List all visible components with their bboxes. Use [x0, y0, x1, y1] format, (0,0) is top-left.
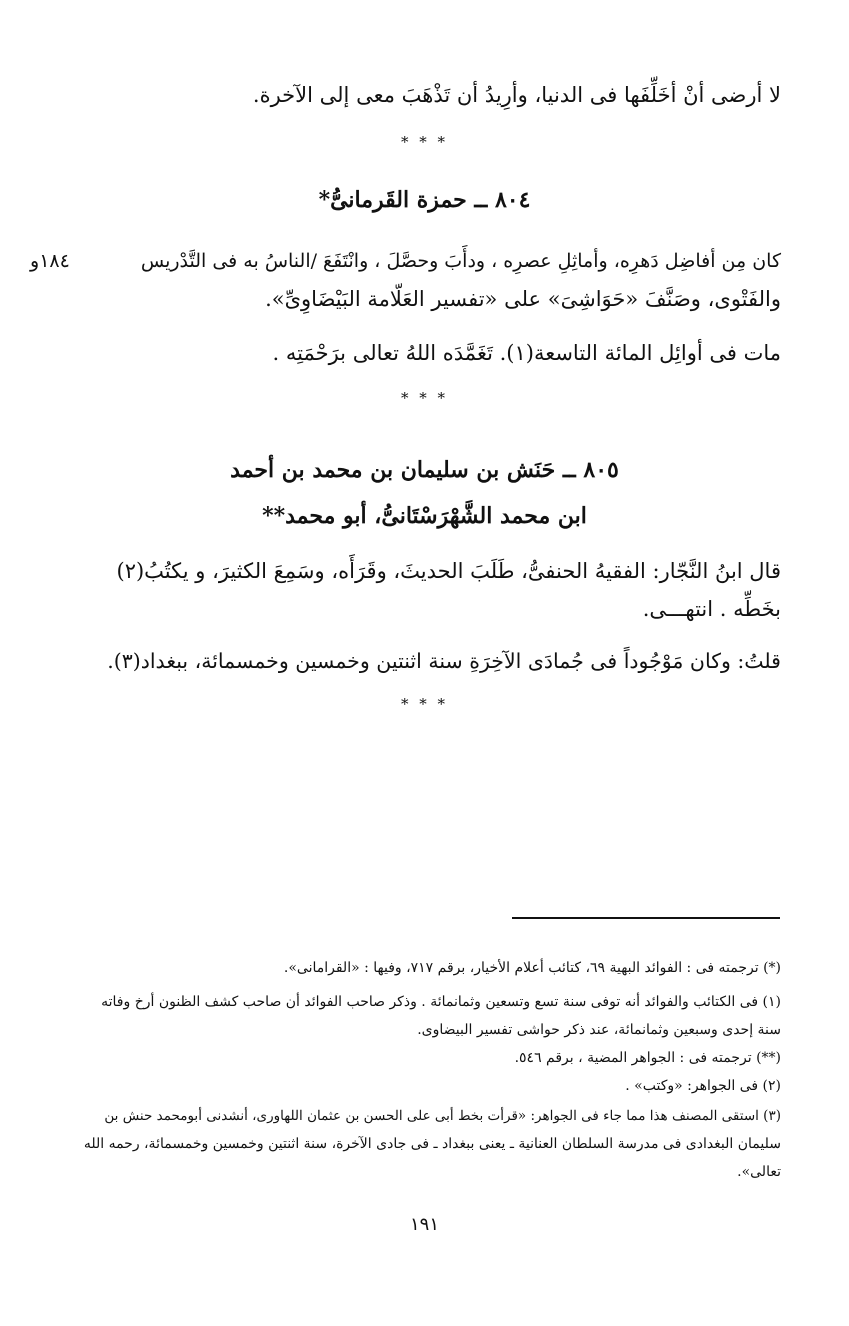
entry-804-text-line-3: مات فى أوائِل المائة التاسعة(١). تَغَمَّدَه اللهُ تعالى برَحْمَتِه .	[272, 341, 781, 365]
margin-folio-note: ١٨٤و	[30, 250, 70, 272]
section-separator: * * *	[400, 389, 449, 407]
section-separator: * * *	[400, 133, 449, 151]
entry-805-heading-line-2: ابن محمد الشَّهْرَسْتَانىُّ، أبو محمد**	[262, 503, 587, 529]
continuation-line: لا أرضى أنْ أخَلِّفَها فى الدنيا، وأرِيدُ أن تَذْهَبَ معى إلى الآخرة.	[252, 83, 781, 107]
footnote-line: (١) فى الكتائب والفوائد أنه توفى سنة تسع وتسعين وثمانمائة . وذكر صاحب الفوائد أن صاحب كشف الظنون أرخ وفاته	[101, 994, 781, 1010]
entry-804-text-line-1: كان مِن أفاضِل دَهرِه، وأماثِلِ عصرِه ، ودأَبَ وحصَّلَ ، وانْتَفَعَ /الناسُ به فى التَّدْريس	[140, 250, 781, 272]
footnote-line: سليمان البغدادى فى مدرسة السلطان العنانية ـ يعنى ببغداد ـ فى جادى الآخرة، سنة اثنتين وخمسين وخمسمائة، رحمه الله	[83, 1136, 781, 1152]
footnote-line: (٣) استقى المصنف هذا مما جاء فى الجواهر: «قرأت بخط أبى على الحسن بن عثمان اللهاورى، أنشدنى أبومحمد حنش بن	[104, 1108, 781, 1124]
entry-805-text-line-3: قلتُ: وكان مَوْجُوداً فى جُمادَى الآخِرَةِ سنة اثنتين وخمسين وخمسمائة، ببغداد(٣).	[107, 649, 781, 673]
footnote-line: (**) ترجمته فى : الجواهر المضية ، برقم ٥٤٦.	[514, 1050, 781, 1066]
entry-804-text-line-2: والفَتْوى، وصَنَّفَ «حَوَاشِىَ» على «تفسير العَلّامة البَيْضَاوِىِّ».	[265, 287, 781, 311]
section-separator: * * *	[400, 695, 449, 713]
entry-804-heading: ٨٠٤ ــ حمزة القَرمانىُّ*	[318, 187, 531, 213]
footnote-line: (*) ترجمته فى : الفوائد البهية ٦٩، كتائب أعلام الأخيار، برقم ٧١٧، وفيها : «القرامانى».	[283, 960, 781, 976]
entry-805-text-line-2: بخَطِّه . انتهـــى.	[642, 597, 781, 621]
footnote-line: (٢) فى الجواهر: «وكتب» .	[625, 1078, 781, 1094]
footnote-rule	[512, 917, 780, 919]
page-number: ١٩١	[409, 1214, 439, 1235]
footnote-line: سنة إحدى وسبعين وثمانمائة، عند ذكر حواشى تفسير البيضاوى.	[417, 1022, 781, 1038]
entry-805-text-line-1: قال ابنُ النَّجّار: الفقيهُ الحنفىُّ، طَلَبَ الحديثَ، وقَرَأَه، وسَمِعَ الكثيرَ، و يكتُبُ(٢)	[116, 559, 781, 583]
footnote-line: تعالى».	[737, 1164, 781, 1180]
entry-805-heading-line-1: ٨٠٥ ــ حَنَش بن سليمان بن محمد بن أحمد	[230, 457, 619, 483]
